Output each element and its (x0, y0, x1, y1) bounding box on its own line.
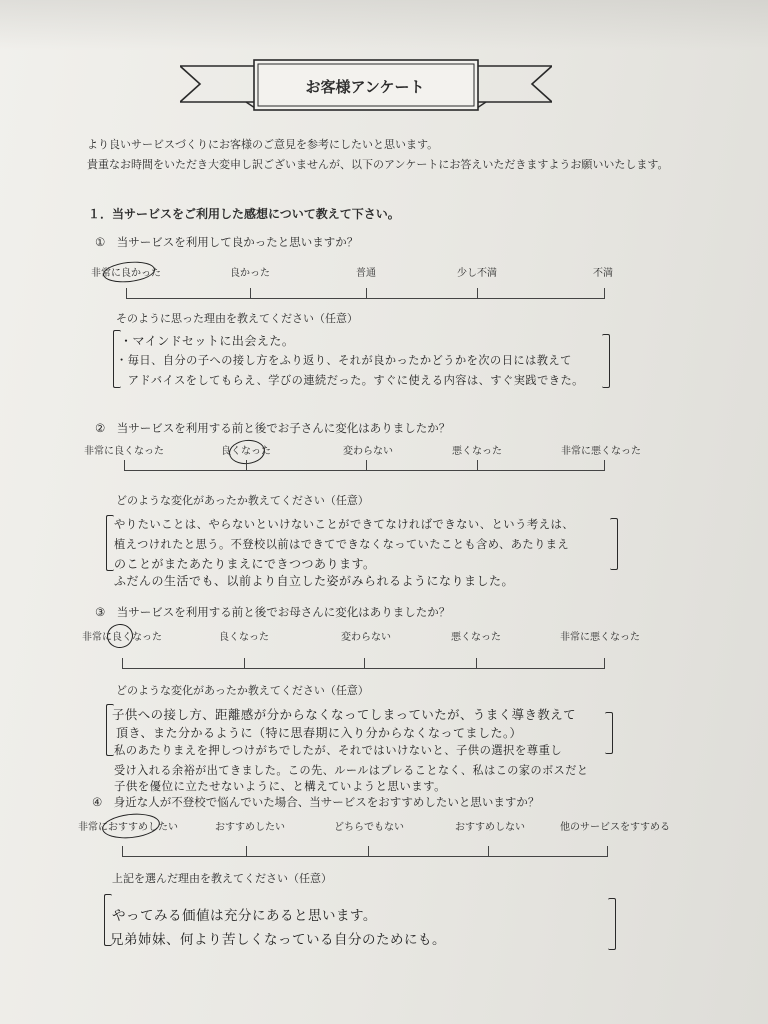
q3-answer-line-1: 子供への接し方、距離感が分からなくなってしまっていたが、うまく導き教えて (112, 707, 577, 722)
q2-tick (604, 460, 605, 471)
section-1-title: １．当サービスをご利用した感想について教えて下さい。 (88, 207, 400, 221)
q2-option-3[interactable]: 変わらない (343, 446, 393, 457)
q4-option-3[interactable]: どちらでもない (334, 822, 404, 833)
q4-answer-line-1: やってみる価値は充分にあると思います。 (112, 908, 377, 924)
q1-tick (604, 288, 605, 299)
q3-tick (364, 658, 365, 669)
q3-answer-line-2: 頂き、また分かるように（特に思春期に入り分からなくなってました。） (116, 726, 523, 740)
q3-option-5[interactable]: 非常に悪くなった (560, 632, 640, 643)
q1-tick (477, 288, 478, 299)
question-2-text: ② 当サービスを利用する前と後でお子さんに変化はありましたか？ (95, 421, 451, 435)
question-3-text: ③ 当サービスを利用する前と後でお母さんに変化はありましたか？ (95, 605, 451, 619)
q4-option-1[interactable]: 非常におすすめしたい (77, 822, 179, 833)
q1-option-1[interactable]: 非常に良かった (91, 268, 161, 279)
intro-line-1: より良いサービスづくりにお客様のご意見を参考にしたいと思います。 (87, 138, 439, 151)
q4-answer-line-2: 兄弟姉妹、何より苦しくなっている自分のためにも。 (110, 932, 446, 948)
q4-option-2[interactable]: おすすめしたい (214, 822, 286, 833)
q2-answer-line-4: ふだんの生活でも、以前より自立した姿がみられるようになりました。 (114, 574, 515, 588)
q3-option-2[interactable]: 良くなった (219, 632, 269, 643)
q2-answer-line-2: 植えつけれたと思う。不登校以前はできてできなくなっていたことも含め、あたりまえ (114, 538, 570, 551)
q1-answer-line-1: ・マインドセットに出会えた。 (120, 334, 295, 348)
q2-answer-bracket-right (610, 518, 618, 570)
q2-option-4[interactable]: 悪くなった (452, 446, 502, 457)
q4-option-4[interactable]: おすすめしない (454, 822, 526, 833)
q3-answer-line-5: 子供を優位に立たせないように、と構えていようと思います。 (114, 779, 447, 793)
q4-reason-label: 上記を選んだ理由を教えてください（任意） (112, 872, 332, 885)
q2-tick (477, 460, 478, 471)
q2-answer-bracket-left (106, 515, 114, 571)
question-4-text: ④ 身近な人が不登校で悩んでいた場合、当サービスをおすすめしたいと思いますか？ (92, 795, 540, 809)
q2-tick (246, 460, 247, 471)
q3-tick (604, 658, 605, 669)
q4-tick (488, 846, 489, 857)
q1-option-3[interactable]: 普通 (356, 268, 376, 279)
q2-answer-line-1: やりたいことは、やらないといけないことができてなければできない、という考えは、 (114, 518, 575, 531)
q3-option-4[interactable]: 悪くなった (451, 632, 501, 643)
q1-answer-bracket-right (602, 334, 610, 388)
q3-option-1[interactable]: 非常に良くなった (82, 632, 162, 643)
q1-tick (126, 288, 127, 299)
q1-tick (366, 288, 367, 299)
q2-option-1[interactable]: 非常に良くなった (84, 446, 164, 457)
q3-tick (122, 658, 123, 669)
q1-option-5[interactable]: 不満 (593, 268, 613, 279)
q4-scale-line (122, 844, 608, 857)
q2-tick (124, 460, 125, 471)
q1-reason-label: そのように思った理由を教えてください（任意） (116, 312, 358, 325)
q3-answer-line-4: 受け入れる余裕が出てきました。この先、ルールはブレることなく、私はこの家のボスだと (114, 764, 589, 777)
q1-option-2[interactable]: 良かった (230, 268, 270, 279)
q3-tick (244, 658, 245, 669)
survey-title: お客様アンケート (305, 78, 425, 96)
q3-option-3[interactable]: 変わらない (341, 632, 391, 643)
q1-answer-line-2: ・毎日、自分の子への接し方をふり返り、それが良かったかどうかを次の日には教えて (116, 354, 572, 367)
q3-tick (476, 658, 477, 669)
q3-answer-bracket-right (605, 712, 613, 754)
intro-line-2: 貴重なお時間をいただき大変申し訳ございませんが、以下のアンケートにお答えいただきますようお願いいたします。 (87, 158, 669, 171)
q2-option-2[interactable]: 良くなった (221, 446, 271, 457)
question-1-text: ① 当サービスを利用して良かったと思いますか？ (95, 235, 359, 249)
q2-option-5[interactable]: 非常に悪くなった (561, 446, 641, 457)
q2-answer-line-3: のことがまたあたりまえにできつつあります。 (114, 557, 376, 571)
q4-answer-bracket-right (608, 898, 616, 950)
q1-tick (250, 288, 251, 299)
q4-tick (607, 846, 608, 857)
q4-tick (122, 846, 123, 857)
q2-scale-line (124, 458, 605, 471)
q4-tick (246, 846, 247, 857)
q4-tick (368, 846, 369, 857)
q2-reason-label: どのような変化があったか教えてください（任意） (116, 494, 369, 507)
q1-answer-line-3: アドバイスをしてもらえ、学びの連続だった。すぐに使える内容は、すぐ実践できた。 (116, 374, 584, 387)
q3-answer-line-3: 私のあたりまえを押しつけがちでしたが、それではいけないと、子供の選択を尊重し (114, 744, 563, 757)
q2-tick (366, 460, 367, 471)
q3-reason-label: どのような変化があったか教えてください（任意） (116, 684, 369, 697)
page-shadow (0, 0, 768, 50)
q1-option-4[interactable]: 少し不満 (457, 268, 497, 279)
q4-option-5[interactable]: 他のサービスをすすめる (559, 822, 671, 833)
